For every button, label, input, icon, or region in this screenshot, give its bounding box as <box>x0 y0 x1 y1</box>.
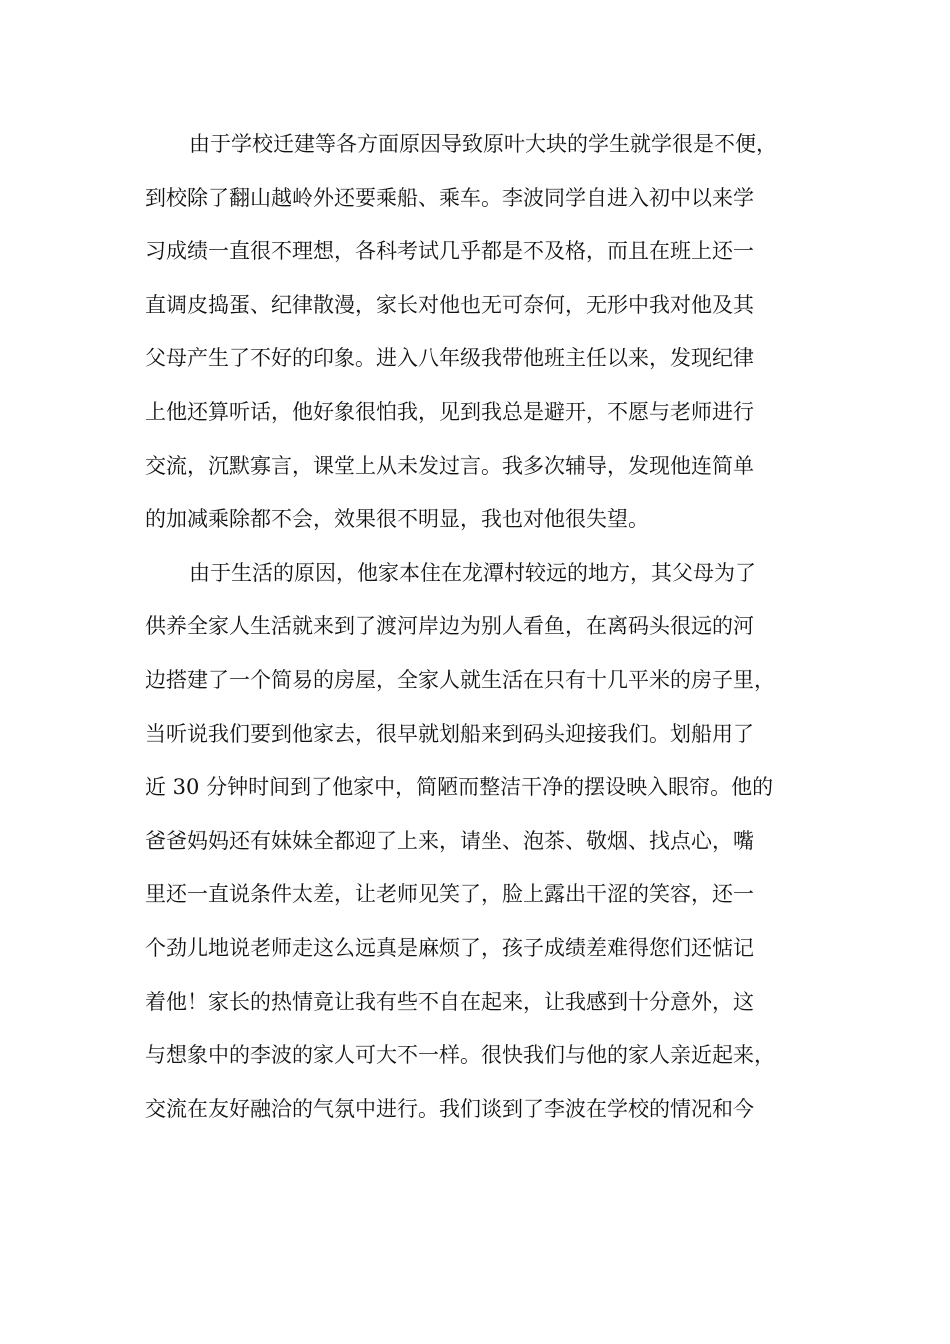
text-line: 到校除了翻山越岭外还要乘船、乘车。李波同学自进入初中以来学 <box>145 185 754 210</box>
text-line: 的加减乘除都不会，效果很不明显，我也对他很失望。 <box>145 507 649 532</box>
text-line: 习成绩一直很不理想，各科考试几乎都是不及格，而且在班上还一 <box>145 239 754 264</box>
paragraph-2 <box>145 547 805 1137</box>
text-line: 边搭建了一个简易的房屋，全家人就生活在只有十几平米的房子里， <box>145 667 775 692</box>
text-line: 上他还算听话，他好象很怕我，见到我总是避开，不愿与老师进行 <box>145 399 754 424</box>
text-line: 交流，沉默寡言，课堂上从未发过言。我多次辅导，发现他连简单 <box>145 453 754 478</box>
text-line: 由于生活的原因，他家本住在龙潭村较远的地方，其父母为了 <box>189 560 756 585</box>
text-line: 直调皮捣蛋、纪律散漫，家长对他也无可奈何，无形中我对他及其 <box>145 292 754 317</box>
text-line: 供养全家人生活就来到了渡河岸边为别人看鱼，在离码头很远的河 <box>145 614 754 639</box>
text-line: 与想象中的李波的家人可大不一样。很快我们与他的家人亲近起来， <box>145 1043 775 1068</box>
text-line: 近 30 分钟时间到了他家中，简陋而整洁干净的摆设映入眼帘。他的 <box>145 775 774 800</box>
text-line: 着他！家长的热情竟让我有些不自在起来，让我感到十分意外，这 <box>145 989 754 1014</box>
text-line: 爸爸妈妈还有妹妹全都迎了上来，请坐、泡茶、敬烟、找点心，嘴 <box>145 828 754 853</box>
paragraph-1 <box>145 118 805 547</box>
text-line: 当听说我们要到他家去，很早就划船来到码头迎接我们。划船用了 <box>145 721 754 746</box>
text-line: 个劲儿地说老师走这么远真是麻烦了，孩子成绩差难得您们还惦记 <box>145 935 754 960</box>
text-line: 由于学校迁建等各方面原因导致原叶大块的学生就学很是不便， <box>189 132 777 156</box>
body-text <box>145 118 805 1136</box>
text-line: 交流在友好融洽的气氛中进行。我们谈到了李波在学校的情况和今 <box>145 1096 754 1121</box>
text-line: 里还一直说条件太差，让老师见笑了，脸上露出干涩的笑容，还一 <box>145 882 754 907</box>
text-line: 父母产生了不好的印象。进入八年级我带他班主任以来，发现纪律 <box>145 346 754 371</box>
